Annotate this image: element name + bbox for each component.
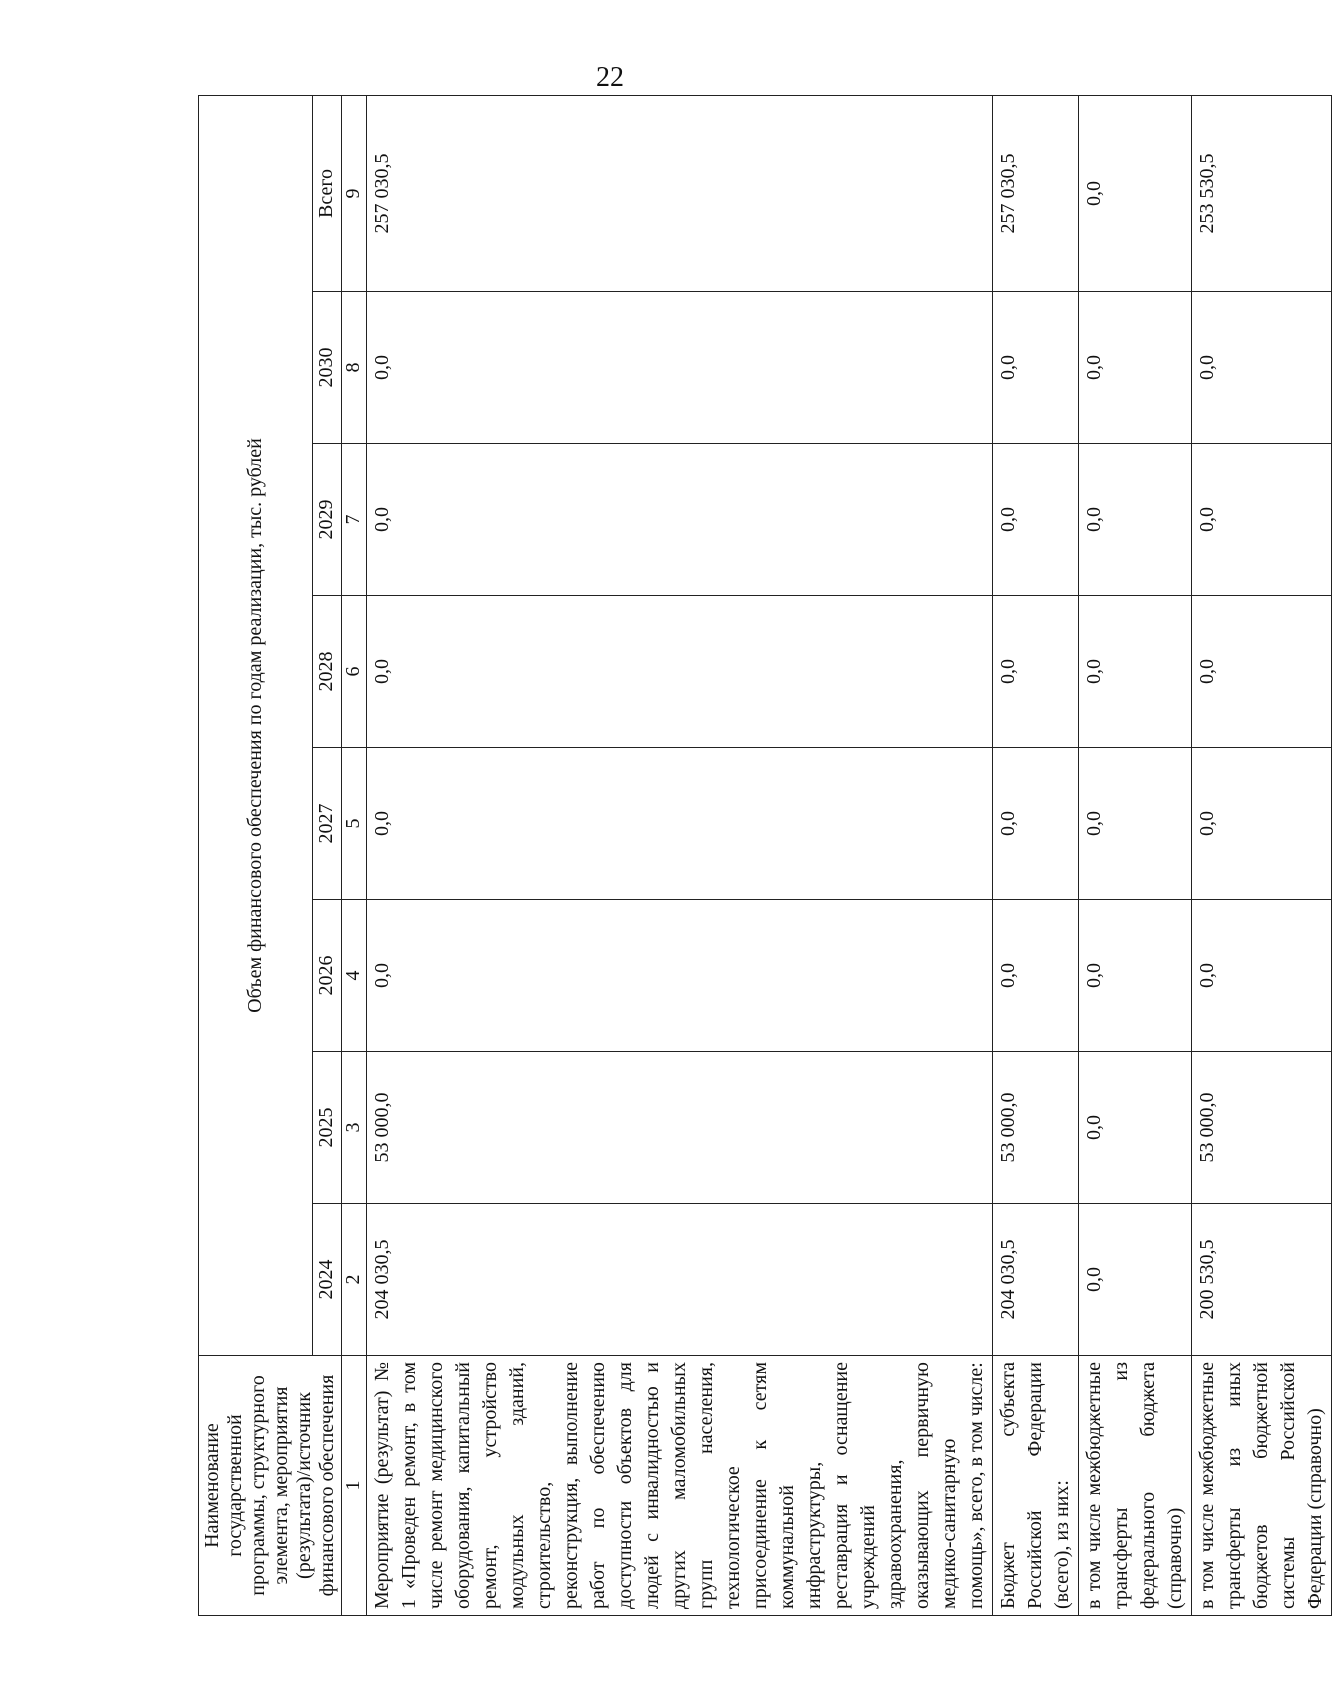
cell-value: 200 530,5 [1191,1204,1331,1356]
cell-value: 0,0 [366,596,992,748]
cell-value: 0,0 [992,748,1078,900]
cell-value: 53 000,0 [366,1052,992,1204]
column-number: 3 [342,1052,367,1204]
column-number: 7 [342,444,367,596]
table-row [1078,95,1191,1615]
financing-table-rotated [198,96,1326,1616]
column-number: 6 [342,596,367,748]
page-number: 22 [596,62,624,93]
cell-value: 257 030,5 [366,95,992,291]
header-year: 2026 [313,900,342,1052]
row-label: Мероприятие (результат) № 1 «Проведен ремонт, в том числе ремонт медицинского оборудования, капитальный ремонт, устройство модульных зданий, строительство, реконструкция, выполнение работ по обеспечению доступности объектов для людей с инвалидностью и других маломобильных групп населения, технологическое присоединение к сетям коммунальной инфраструктуры, реставрация и оснащение учреждений здравоохранения, оказывающих первичную медико-санитарную помощь», всего, в том числе: [366,1356,992,1616]
header-year: 2029 [313,444,342,596]
cell-value: 0,0 [1191,292,1331,444]
header-name-column: Наименование государственной программы, структурного элемента, мероприятия (результата)/источник финансового обеспечения [199,1356,342,1616]
header-year: 2030 [313,292,342,444]
cell-value: 0,0 [1078,596,1191,748]
cell-value: 0,0 [1078,748,1191,900]
cell-value: 0,0 [1078,444,1191,596]
column-number: 1 [342,1356,367,1616]
column-number: 5 [342,748,367,900]
cell-value: 0,0 [366,292,992,444]
cell-value: 0,0 [1078,1052,1191,1204]
table-row [1191,95,1331,1615]
cell-value: 204 030,5 [992,1204,1078,1356]
table-row [992,95,1078,1615]
column-number: 9 [342,95,367,291]
cell-value: 0,0 [1078,292,1191,444]
table-row [366,95,992,1615]
cell-value: 53 000,0 [992,1052,1078,1204]
cell-value: 0,0 [366,900,992,1052]
cell-value: 0,0 [1191,900,1331,1052]
cell-value: 0,0 [1078,900,1191,1052]
header-year: 2028 [313,596,342,748]
cell-value: 0,0 [366,748,992,900]
cell-value: 0,0 [992,292,1078,444]
column-number: 8 [342,292,367,444]
header-year: 2027 [313,748,342,900]
cell-value: 0,0 [992,444,1078,596]
cell-value: 0,0 [992,900,1078,1052]
cell-value: 0,0 [1191,748,1331,900]
row-label: Бюджет субъекта Российской Федерации (всего), из них: [992,1356,1078,1616]
financing-table [198,95,1332,1616]
cell-value: 0,0 [1191,444,1331,596]
cell-value: 253 530,5 [1191,95,1331,291]
cell-value: 204 030,5 [366,1204,992,1356]
column-number: 4 [342,900,367,1052]
cell-value: 257 030,5 [992,95,1078,291]
header-year: 2025 [313,1052,342,1204]
header-group: Объем финансового обеспечения по годам реализации, тыс. рублей [199,95,313,1355]
cell-value: 0,0 [366,444,992,596]
column-numbers-row [342,95,367,1615]
cell-value: 0,0 [1078,1204,1191,1356]
header-total: Всего [313,95,342,291]
row-label: в том числе межбюджетные трансферты из иных бюджетов бюджетной системы Российской Федерации (справочно) [1191,1356,1331,1616]
header-year: 2024 [313,1204,342,1356]
cell-value: 0,0 [1078,95,1191,291]
cell-value: 0,0 [992,596,1078,748]
cell-value: 0,0 [1191,596,1331,748]
cell-value: 53 000,0 [1191,1052,1331,1204]
row-label: в том числе межбюджетные трансферты из федерального бюджета (справочно) [1078,1356,1191,1616]
column-number: 2 [342,1204,367,1356]
